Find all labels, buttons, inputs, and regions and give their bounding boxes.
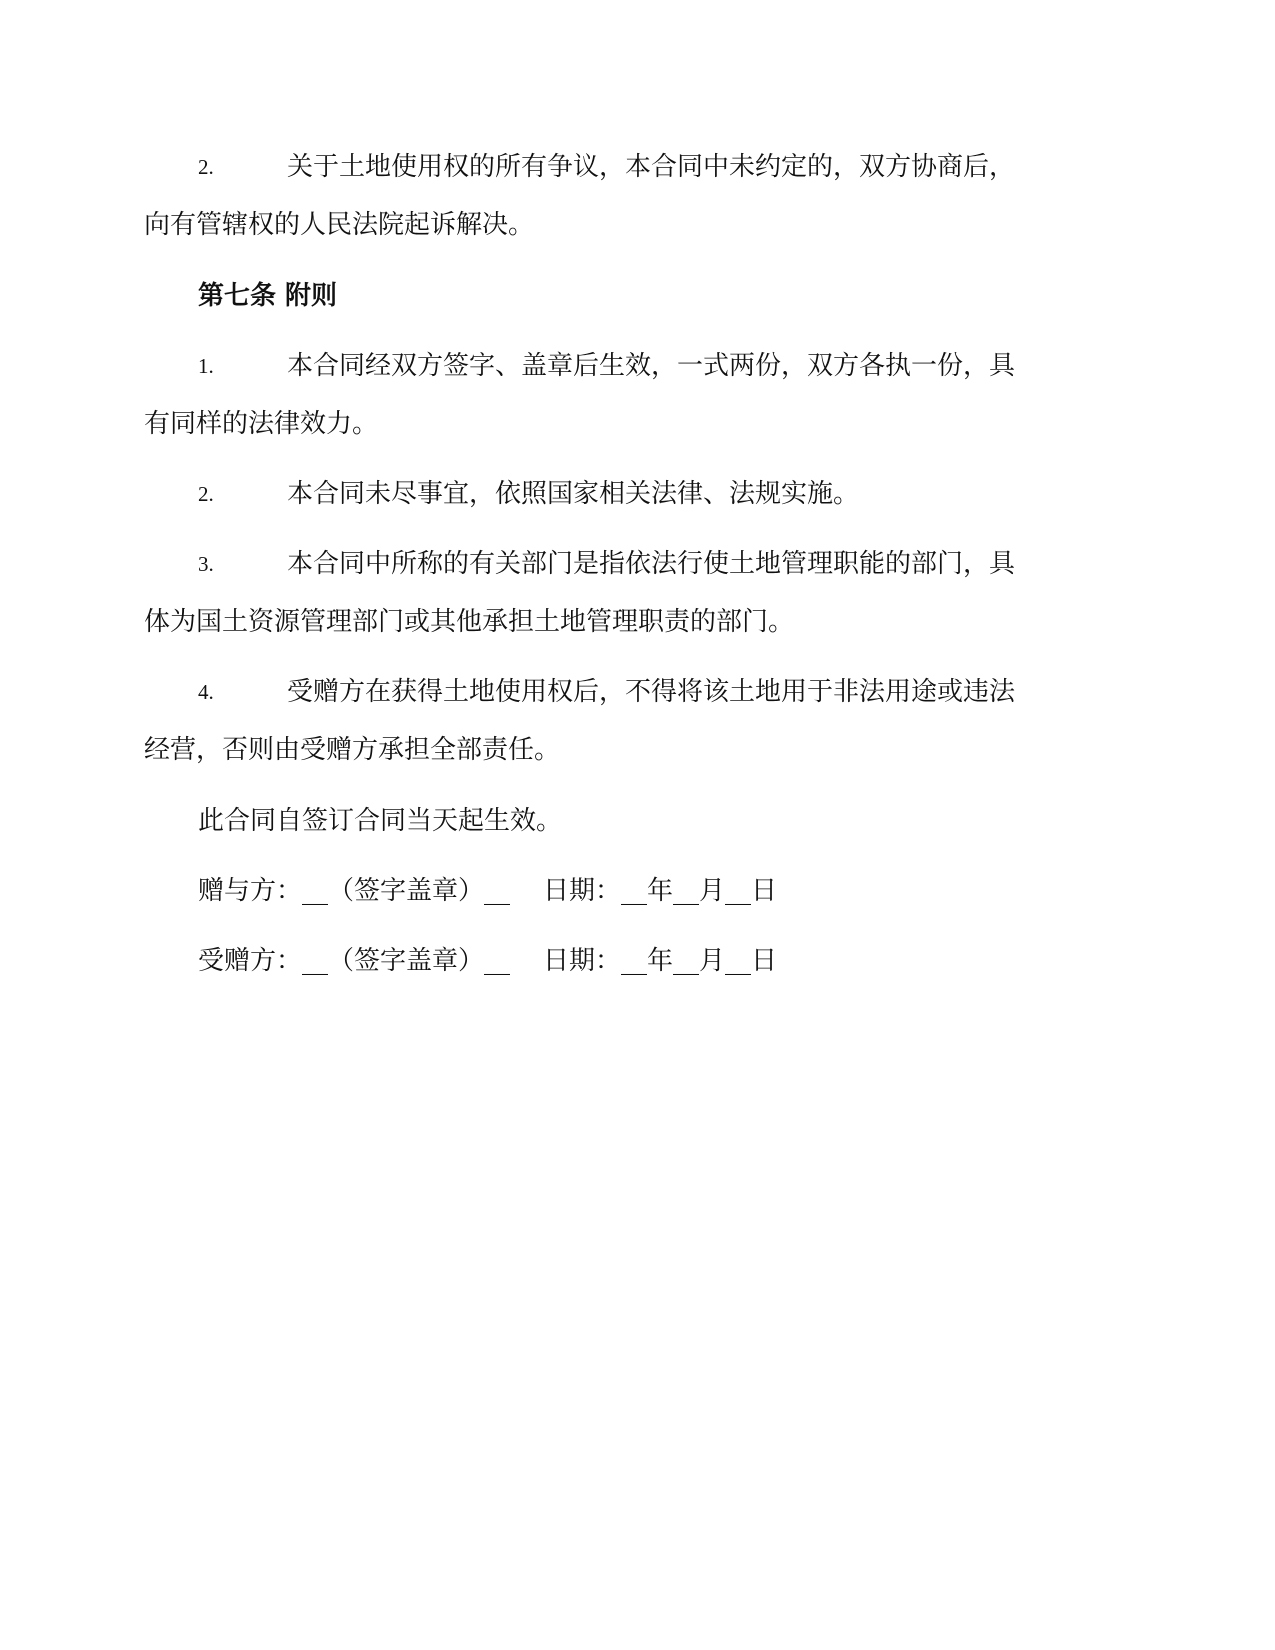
item-text-line: 体为国土资源管理部门或其他承担土地管理职责的部门。	[144, 607, 795, 637]
item-text-line: 有同样的法律效力。	[144, 409, 379, 439]
item-text-line: 受赠方在获得土地使用权后，不得将该土地用于非法用途或违法	[287, 677, 1016, 707]
effective-statement: 此合同自签订合同当天起生效。	[198, 806, 563, 836]
item-number: 4.	[198, 680, 214, 704]
donee-signature-line: 受赠方：__（签字盖章）__ 日期：__年__月__日	[198, 946, 778, 976]
item-number: 2.	[198, 482, 214, 506]
item-number: 3.	[198, 552, 214, 576]
item-text-line: 向有管辖权的人民法院起诉解决。	[144, 210, 535, 240]
item-text-line: 关于土地使用权的所有争议，本合同中未约定的，双方协商后，	[287, 152, 1016, 182]
item-text-line: 本合同中所称的有关部门是指依法行使土地管理职能的部门，具	[287, 549, 1016, 579]
donor-signature-line: 赠与方：__（签字盖章）__ 日期：__年__月__日	[198, 876, 778, 906]
item-number: 2.	[198, 155, 214, 179]
item-number: 1.	[198, 354, 214, 378]
item-text-line: 本合同未尽事宜，依照国家相关法律、法规实施。	[287, 479, 860, 509]
section-heading: 第七条 附则	[198, 281, 338, 311]
item-text-line: 经营，否则由受赠方承担全部责任。	[144, 735, 561, 765]
item-text-line: 本合同经双方签字、盖章后生效，一式两份，双方各执一份，具	[287, 351, 1016, 381]
